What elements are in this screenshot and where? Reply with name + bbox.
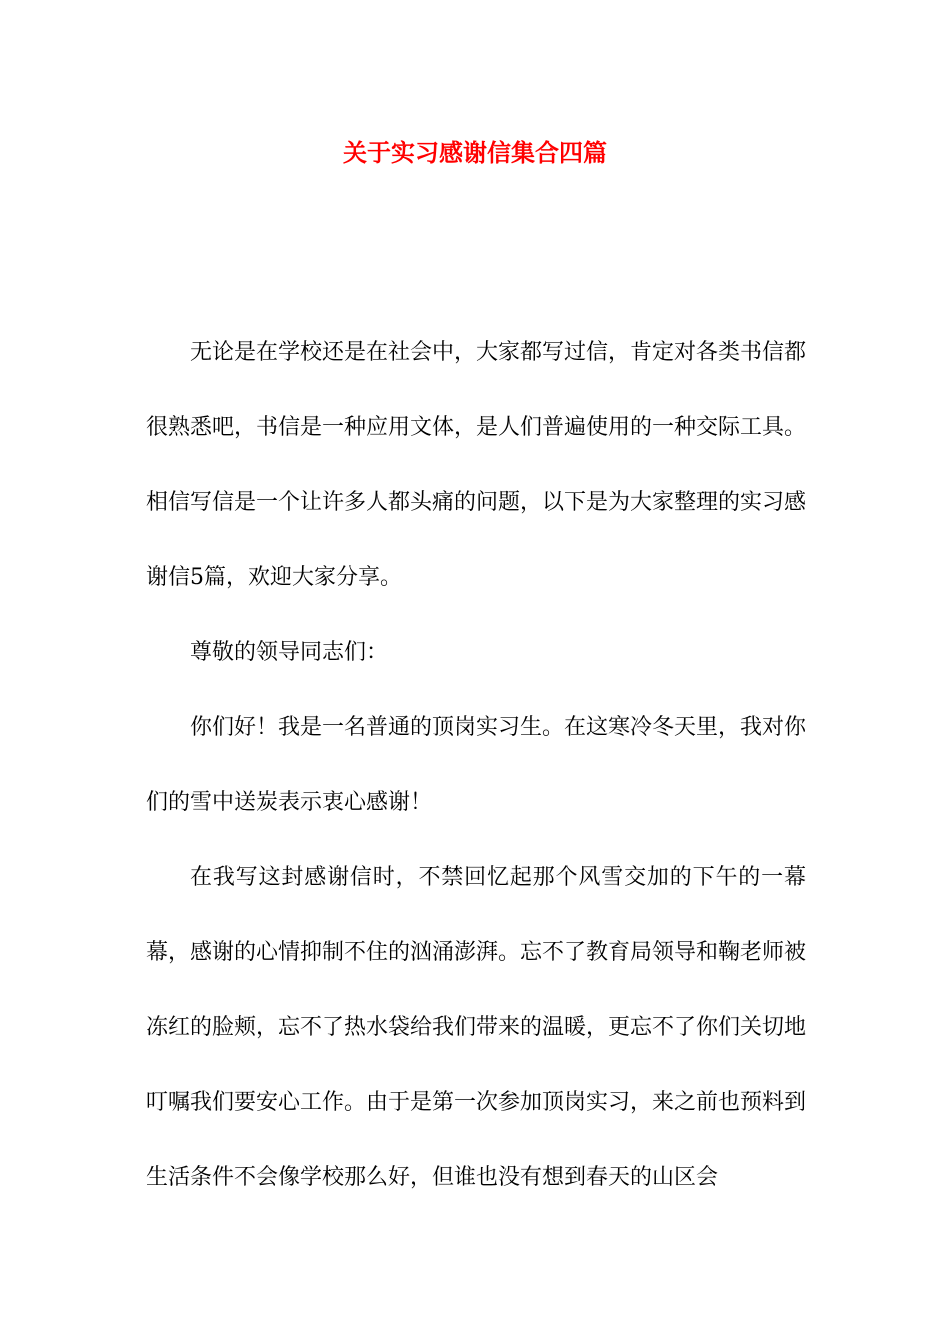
paragraph-greeting: 你们好！我是一名普通的顶岗实习生。在这寒冷冬天里，我对你们的雪中送炭表示衷心感谢！ bbox=[146, 715, 807, 815]
document-title: 关于实习感谢信集合四篇 bbox=[343, 139, 607, 167]
paragraph-salutation: 尊敬的领导同志们： bbox=[190, 640, 389, 665]
paragraph-memory: 在我写这封感谢信时，不禁回忆起那个风雪交加的下午的一幕幕，感谢的心情抑制不住的汹涌澎湃。忘不了教育局领导和鞠老师被冻红的脸颊，忘不了热水袋给我们带来的温暖，更忘不了你们关切地叮嘱我们要安心工作。由于是第一次参加顶岗实习，来之前也预料到生活条件不会像学校那么好，但谁也没有想到春天的山区会 bbox=[146, 865, 807, 1190]
paragraph-intro: 无论是在学校还是在社会中，大家都写过信，肯定对各类书信都很熟悉吧，书信是一种应用文体，是人们普遍使用的一种交际工具。相信写信是一个让许多人都头痛的问题，以下是为大家整理的实习感谢信5篇，欢迎大家分享。 bbox=[146, 340, 807, 590]
document-body bbox=[146, 315, 806, 1215]
